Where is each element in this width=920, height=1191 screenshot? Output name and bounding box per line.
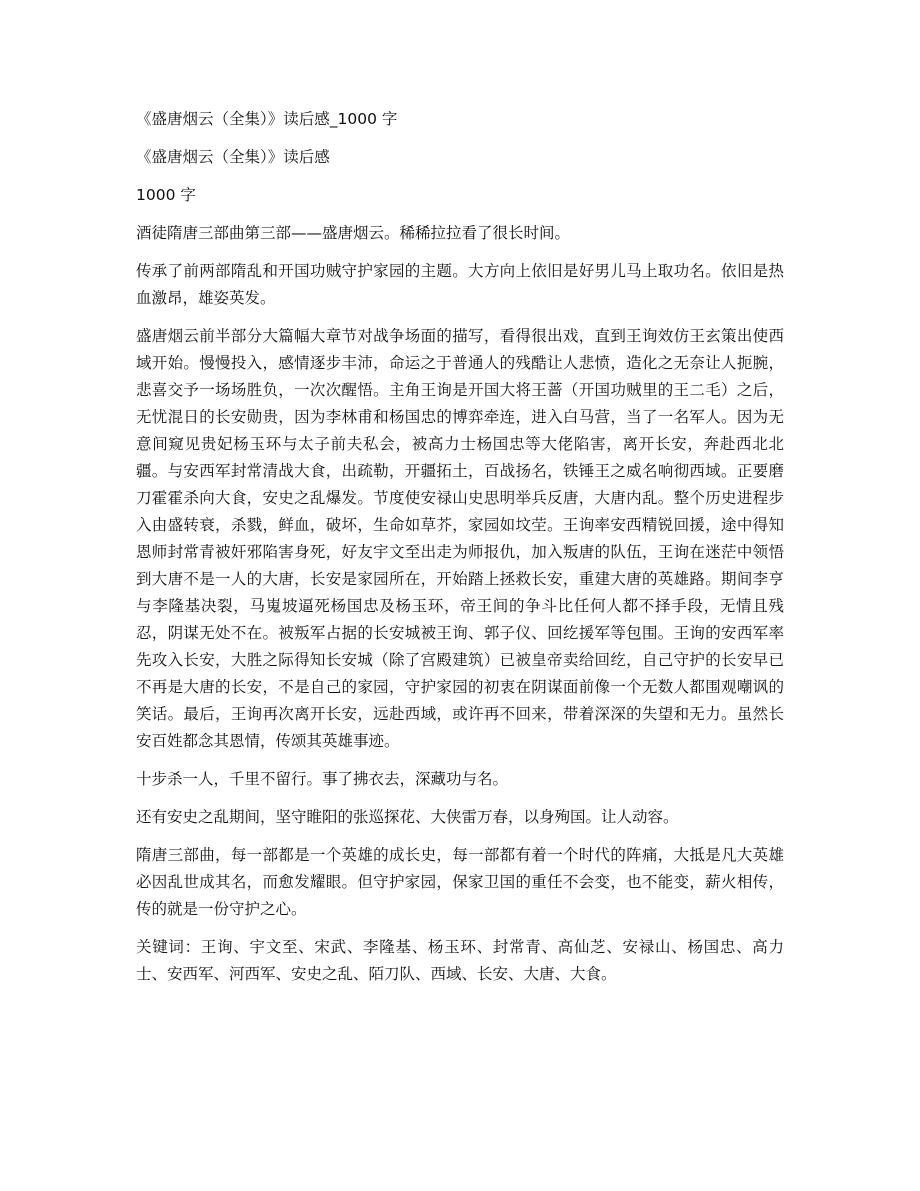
- paragraph-theme: 传承了前两部隋乱和开国功贼守护家园的主题。大方向上依旧是好男儿马上取功名。依旧是热血激昂，雄姿英发。: [136, 262, 784, 307]
- paragraph-plot-summary: 盛唐烟云前半部分大篇幅大章节对战争场面的描写，看得很出戏，直到王询效仿王玄策出使西域开始。慢慢投入，感情逐步丰沛，命运之于普通人的残酷让人悲愤，造化之无奈让人扼腕，悲喜交予一场场胜负，一次次醒悟。主角王询是开国大将王蔷（开国功贼里的王二毛）之后，无忧混日的长安勋贵，因为李林甫和杨国忠的博弈牵连，进入白马营，当了一名军人。因为无意间窥见贵妃杨玉环与太子前夫私会，被高力士杨国忠等大佬陷害，离开长安，奔赴西北北疆。与安西军封常清战大食，出疏勒，开疆拓土，百战扬名，铁锤王之威名响彻西域。正要磨刀霍霍杀向大食，安史之乱爆发。节度使安禄山史思明举兵反唐，大唐内乱。整个历史进程步入由盛转衰，杀戮，鲜血，破坏，生命如草芥，家园如坟茔。王询率安西精锐回援，途中得知恩师封常青被奸邪陷害身死，好友宇文至出走为师报仇，加入叛唐的队伍，王询在迷茫中领悟到大唐不是一人的大唐，长安是家园所在，开始踏上拯救长安，重建大唐的英雄路。期间李亨与李隆基决裂，马嵬坡逼死杨国忠及杨玉环，帝王间的争斗比任何人都不择手段，无情且残忍，阴谋无处不在。被叛军占据的长安城被王询、郭子仪、回纥援军等包围。王询的安西军率先攻入长安，大胜之际得知长安城（除了宫殿建筑）已被皇帝卖给回纥，自己守护的长安早已不再是大唐的长安，不是自己的家园，守护家园的初衷在阴谋面前像一个无数人都围观嘲讽的笑话。最后，王询再次离开长安，远赴西域，或许再不回来，带着深深的失望和无力。虽然长安百姓都念其恩情，传颂其英雄事迹。: [136, 327, 784, 750]
- paragraph-poem: 十步杀一人，千里不留行。事了拂衣去，深藏功与名。: [136, 770, 509, 788]
- paragraph-keywords: 关键词：王询、宇文至、宋武、李隆基、杨玉环、封常青、高仙芝、安禄山、杨国忠、高力士、安西军、河西军、安史之乱、陌刀队、西域、长安、大唐、大食。: [136, 938, 784, 983]
- word-count: 1000 字: [136, 186, 196, 204]
- paragraph-intro: 酒徒隋唐三部曲第三部——盛唐烟云。稀稀拉拉看了很长时间。: [136, 224, 571, 242]
- document-page: [136, 106, 784, 999]
- paragraph-conclusion: 隋唐三部曲，每一部都是一个英雄的成长史，每一部都有着一个时代的阵痛，大抵是凡大英雄必因乱世成其名，而愈发耀眼。但守护家园，保家卫国的重任不会变，也不能变，薪火相传，传的就是一份守护之心。: [136, 846, 784, 918]
- paragraph-suiyang: 还有安史之乱期间，坚守睢阳的张巡探花、大侠雷万春，以身殉国。让人动容。: [136, 808, 679, 826]
- document-title: 《盛唐烟云（全集）》读后感_1000 字: [136, 110, 398, 128]
- document-subtitle: 《盛唐烟云（全集）》读后感: [136, 148, 330, 166]
